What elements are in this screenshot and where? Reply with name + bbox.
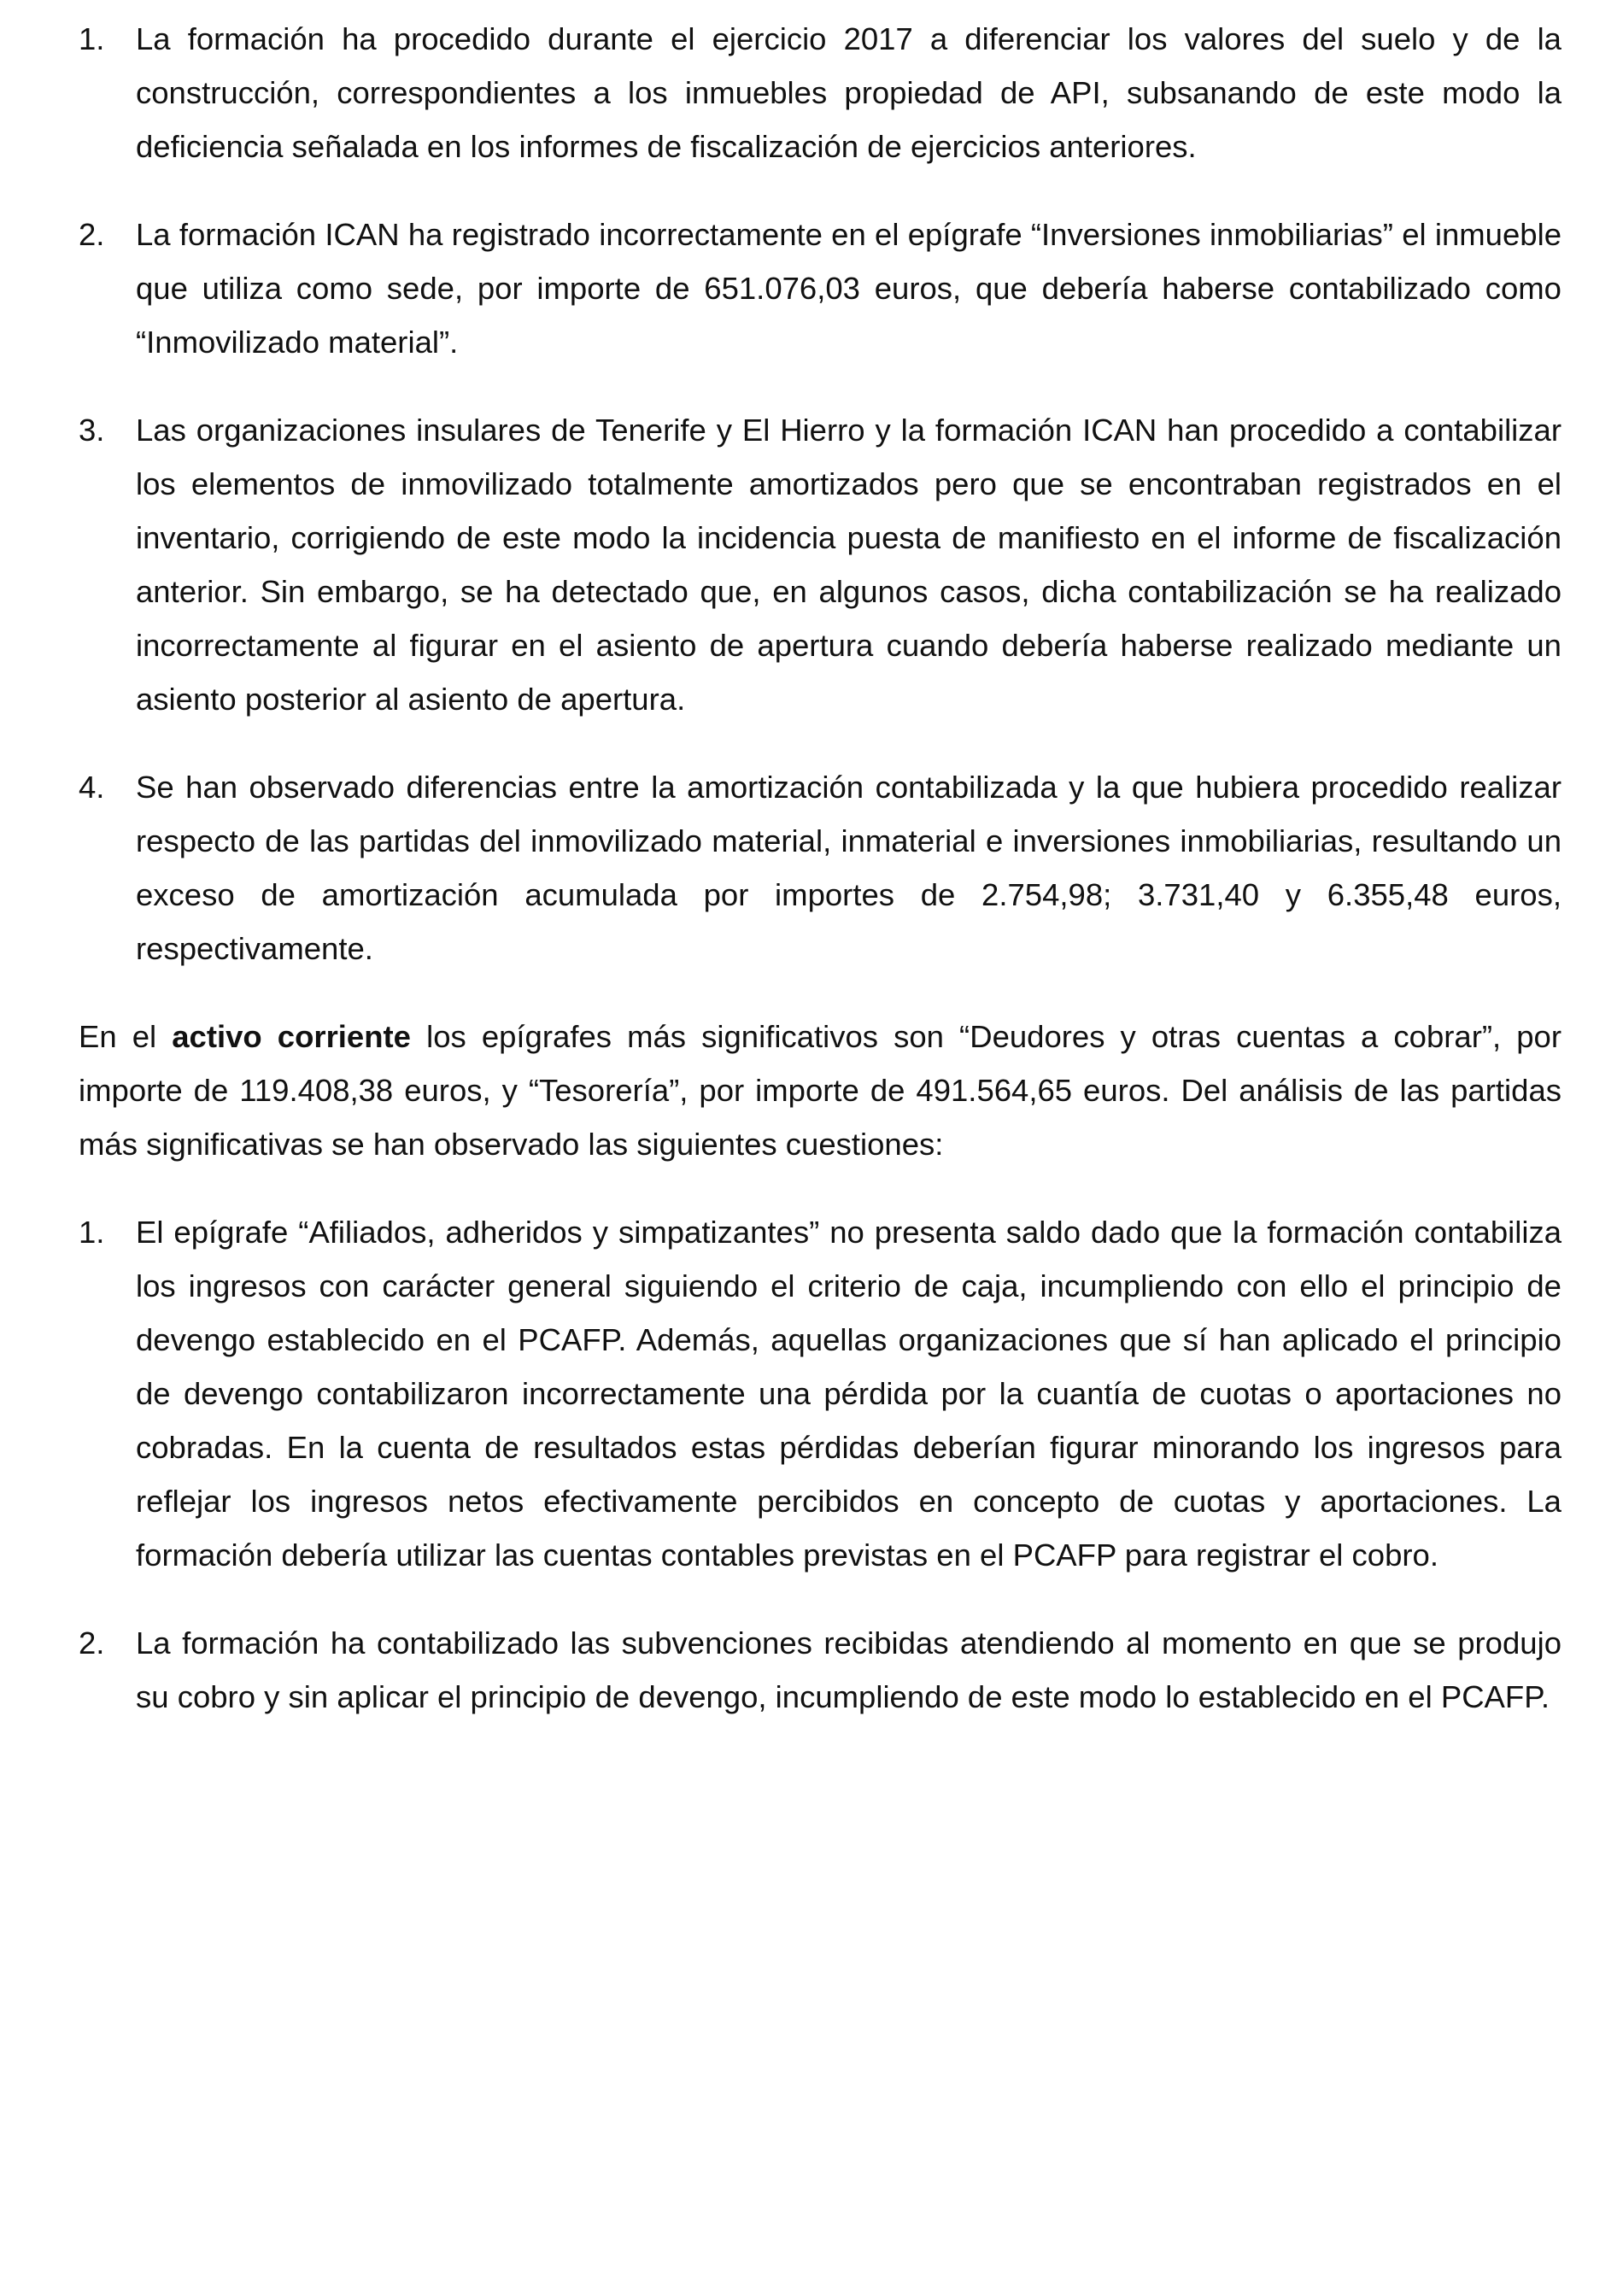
list-item-number: 3. [79, 413, 105, 448]
paragraph-bold-term: activo corriente [172, 1019, 411, 1054]
list-item [79, 1616, 1561, 1724]
numbered-list-non-current-assets [79, 12, 1561, 975]
numbered-list-current-assets [79, 1205, 1561, 1724]
current-assets-paragraph [79, 1010, 1561, 1171]
list-item-text: La formación ICAN ha registrado incorrectamente en el epígrafe “Inversiones inmobiliarias” el inmueble que utiliza como sede, por importe de 651.076,03 euros, que debería haberse contabilizado como “Inmovilizado material”. [136, 217, 1561, 360]
list-item [79, 403, 1561, 726]
list-item-number: 2. [79, 1625, 105, 1660]
list-item [79, 760, 1561, 975]
list-item-number: 1. [79, 1215, 105, 1250]
list-item-text: Se han observado diferencias entre la amortización contabilizada y la que hubiera procedido realizar respecto de las partidas del inmovilizado material, inmaterial e inversiones inmobiliarias, resultando un exceso de amortización acumulada por importes de 2.754,98; 3.731,40 y 6.355,48 euros, respectivamente. [136, 770, 1561, 966]
list-item-number: 1. [79, 21, 105, 56]
list-item [79, 1205, 1561, 1582]
list-item-text: El epígrafe “Afiliados, adheridos y simpatizantes” no presenta saldo dado que la formación contabiliza los ingresos con carácter general siguiendo el criterio de caja, incumpliendo con ello el principio de devengo establecido en el PCAFP. Además, aquellas organizaciones que sí han aplicado el principio de devengo contabilizaron incorrectamente una pérdida por la cuantía de cuotas o aportaciones no cobradas. En la cuenta de resultados estas pérdidas deberían figurar minorando los ingresos para reflejar los ingresos netos efectivamente percibidos en concepto de cuotas y aportaciones. La formación debería utilizar las cuentas contables previstas en el PCAFP para registrar el cobro. [136, 1215, 1561, 1573]
list-item [79, 12, 1561, 173]
list-item-number: 2. [79, 217, 105, 252]
paragraph-text-before: En el [79, 1019, 173, 1054]
list-item-number: 4. [79, 770, 105, 805]
list-item-text: La formación ha procedido durante el ejercicio 2017 a diferenciar los valores del suelo y de la construcción, correspondientes a los inmuebles propiedad de API, subsanando de este modo la deficiencia señalada en los informes de fiscalización de ejercicios anteriores. [136, 21, 1561, 164]
document-page [79, 12, 1561, 1758]
list-item [79, 208, 1561, 369]
list-item-text: Las organizaciones insulares de Tenerife y El Hierro y la formación ICAN han procedido a contabilizar los elementos de inmovilizado totalmente amortizados pero que se encontraban registrados en el inventario, corrigiendo de este modo la incidencia puesta de manifiesto en el informe de fiscalización anterior. Sin embargo, se ha detectado que, en algunos casos, dicha contabilización se ha realizado incorrectamente al figurar en el asiento de apertura cuando debería haberse realizado mediante un asiento posterior al asiento de apertura. [136, 413, 1561, 717]
paragraph-text-after: los epígrafes más significativos son “Deudores y otras cuentas a cobrar”, por importe de 119.408,38 euros, y “Tesorería”, por importe de 491.564,65 euros. Del análisis de las partidas más significativas se han observado las siguientes cuestiones: [79, 1019, 1561, 1162]
list-item-text: La formación ha contabilizado las subvenciones recibidas atendiendo al momento en que se produjo su cobro y sin aplicar el principio de devengo, incumpliendo de este modo lo establecido en el PCAFP. [136, 1625, 1561, 1714]
